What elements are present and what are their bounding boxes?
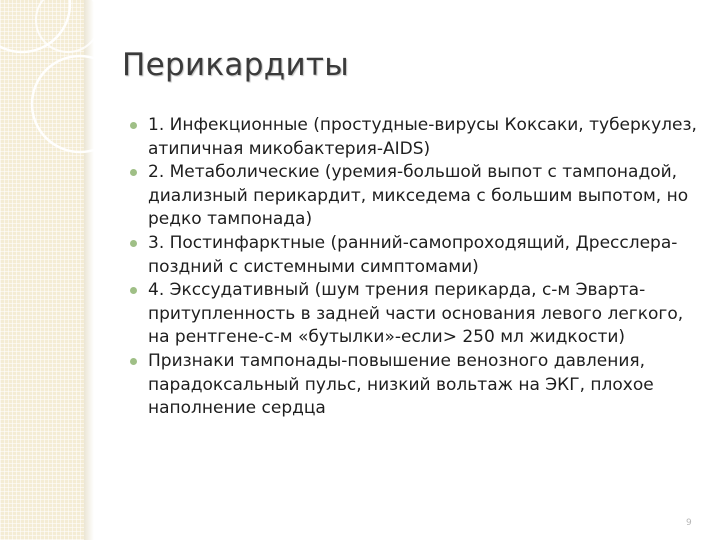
bullet-text: Признаки тампонады-повышение венозного давления, парадоксальный пульс, низкий вольтаж на ЭКГ, плохое наполнение сердца (148, 350, 654, 419)
bullet-item-tamponade-signs (126, 350, 708, 421)
bullet-text: 2. Метаболические (уремия-большой выпот с тампонадой, диализный перикардит, микседема с большим выпотом, но редко тампонада) (148, 162, 689, 230)
bullet-item-infectious (126, 114, 708, 161)
bullet-item-postinfarction (126, 232, 708, 279)
bullet-icon (130, 122, 137, 129)
slide-title: Перикардиты (122, 47, 350, 83)
bullet-icon (130, 358, 137, 365)
bullet-text: 4. Экссудативный (шум трения перикарда, с-м Эварта-притупленность в задней части основания левого легкого, на рентгене-с-м «бутылки»-если> 250 мл жидкости) (148, 280, 684, 348)
bullet-item-metabolic (126, 161, 708, 232)
bullet-item-exudative (126, 279, 708, 350)
bullet-icon (130, 240, 137, 247)
bullet-text: 3. Постинфарктные (ранний-самопроходящий, Дресслера-поздний с системными симптомами) (148, 232, 678, 277)
bullet-text: 1. Инфекционные (простудные-вирусы Коксаки, туберкулез, атипичная микобактерия-AIDS) (148, 115, 697, 159)
bullet-icon (130, 169, 137, 176)
decorative-circles (0, 0, 140, 540)
slide-number: 9 (686, 518, 692, 528)
bullet-list (126, 114, 708, 421)
bullet-icon (130, 287, 137, 294)
